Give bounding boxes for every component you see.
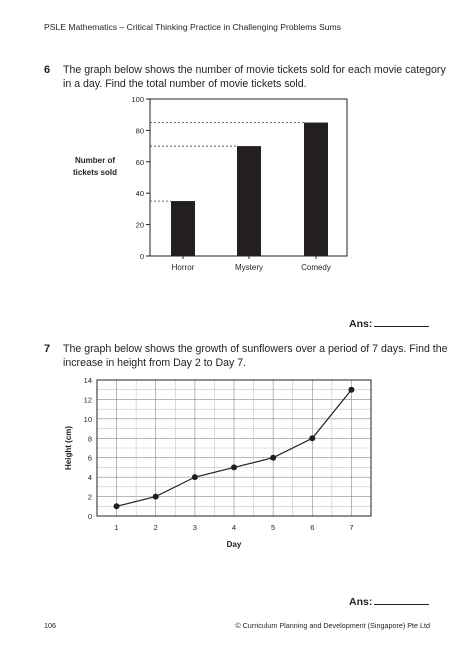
line-chart-x-tick-label: 5: [271, 523, 276, 532]
line-chart-y-tick-label: 4: [87, 473, 92, 483]
bar-chart-y-tick-label: 20: [135, 220, 144, 230]
line-chart-y-axis-label: Height (cm): [64, 426, 73, 470]
question-6-text-line-1: The graph below shows the number of movie tickets sold for each movie category: [63, 64, 446, 76]
page-header: PSLE Mathematics – Critical Thinking Practice in Challenging Problems Sums: [44, 22, 341, 32]
line-chart-x-tick-label: 1: [114, 523, 119, 532]
line-chart-y-tick-label: 0: [87, 512, 92, 521]
line-chart-y-tick-label: 12: [83, 395, 92, 405]
line-chart-y-tick-label: 8: [87, 434, 92, 444]
line-chart-x-axis-label: Day: [226, 540, 242, 549]
question-7-text-line-1: The graph below shows the growth of sunflowers over a period of 7 days. Find the: [63, 343, 448, 355]
line-chart-x-tick-label: 6: [310, 523, 315, 532]
bar-chart-category-label: Comedy: [301, 263, 331, 272]
line-chart-x-tick-label: 4: [231, 523, 237, 532]
question-6-number: 6: [44, 64, 51, 76]
question-7-text-line-2: increase in height from Day 2 to Day 7.: [63, 357, 247, 369]
line-chart-point-day-6: [309, 435, 315, 441]
copyright-notice: © Curriculum Planning and Development (Singapore) Pte Ltd: [235, 621, 430, 630]
line-chart-x-tick-label: 2: [153, 523, 158, 532]
question-7-number: 7: [44, 343, 51, 355]
bar-chart-y-tick-label: 40: [135, 189, 144, 199]
line-chart-x-tick-label: 3: [192, 523, 197, 532]
bar-chart-y-tick-label: 80: [135, 126, 144, 136]
line-chart-x-tick-label: 7: [349, 523, 354, 532]
line-chart-point-day-5: [270, 455, 276, 461]
question-6-text-line-2: in a day. Find the total number of movie tickets sold.: [63, 78, 307, 90]
question-7-answer-line[interactable]: [374, 604, 429, 605]
page-number: 106: [44, 621, 56, 630]
line-chart-point-day-1: [114, 503, 120, 509]
line-chart-point-day-7: [348, 387, 354, 393]
line-chart-point-day-4: [231, 464, 237, 470]
line-chart-y-tick-label: 14: [83, 376, 92, 385]
bar-chart-y-tick-label: 60: [135, 157, 144, 167]
line-chart-point-day-3: [192, 474, 198, 480]
bar-chart-y-axis-label-line-2: tickets sold: [72, 168, 118, 177]
question-6-answer-label: Ans:: [349, 318, 373, 330]
bar-chart-category-label: Mystery: [235, 263, 263, 272]
bar-chart-y-tick-label: 0: [139, 252, 144, 261]
bar-chart-y-axis-label-line-1: Number of: [75, 156, 115, 165]
line-chart-point-day-2: [153, 494, 159, 500]
line-chart-y-tick-label: 6: [87, 453, 92, 463]
line-chart-y-tick-label: 10: [83, 414, 92, 424]
bar-chart-category-label: Horror: [171, 263, 195, 272]
bar-chart-y-tick-label: 100: [131, 95, 144, 104]
question-7-answer-label: Ans:: [349, 596, 373, 608]
line-chart-y-tick-label: 2: [87, 492, 92, 502]
